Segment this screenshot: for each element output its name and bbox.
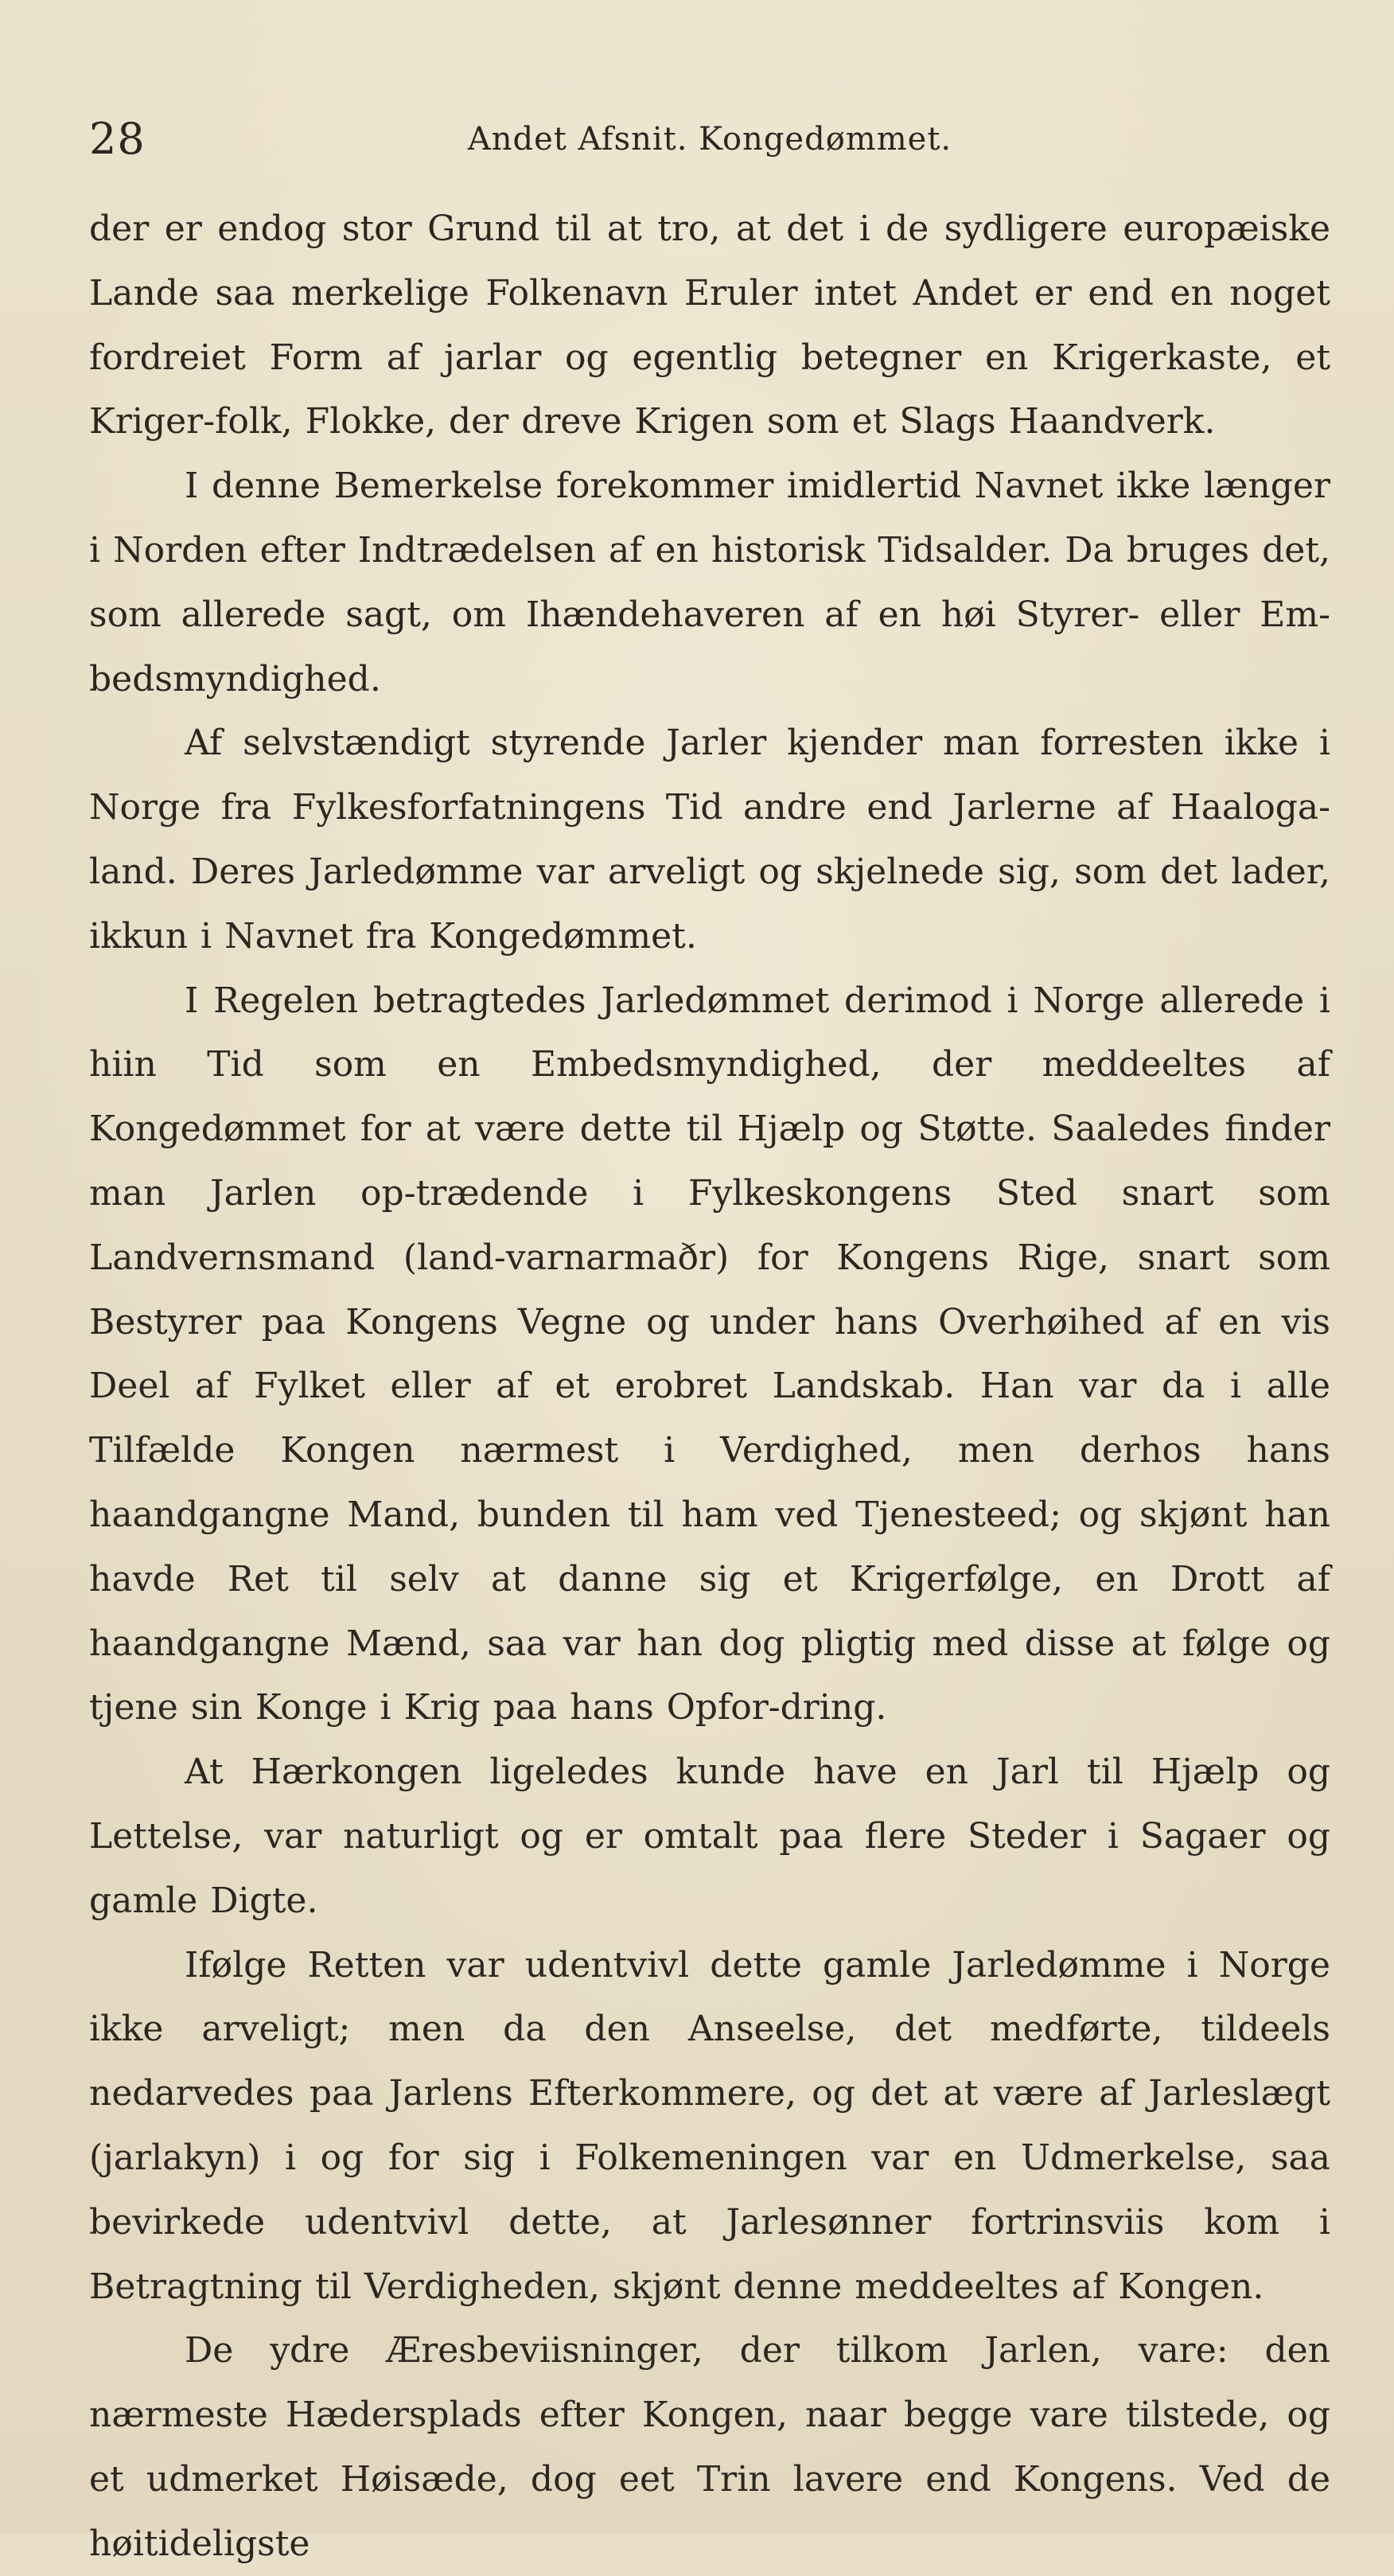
- paragraph: Af selvstændigt styrende Jarler kjender man forresten ikke i Norge fra Fylkesforfatningens Tid andre end Jarlerne af Haaloga-land. Deres Jarledømme var arveligt og skjelnede sig, som det lader, ikkun i Navnet fra Kongedømmet.: [89, 723, 1330, 957]
- running-head: Andet Afsnit. Kongedømmet.: [467, 121, 952, 158]
- paragraph: Ifølge Retten var udentvivl dette gamle Jarledømme i Norge ikke arveligt; men da den Anseelse, det medførte, tildeels nedarvedes paa Jarlens Efterkommere, og det at være af Jarleslægt (jarlakyn) i og for sig i Folkemeningen var en Udmerkelse, saa bevirkede udentvivl dette, at Jarlesønner fortrinsviis kom i Betragtning til Verdigheden, skjønt denne meddeeltes af Kongen.: [89, 1944, 1330, 2307]
- paragraph: At Hærkongen ligeledes kunde have en Jarl til Hjælp og Lettelse, var naturligt og er omtalt paa flere Steder i Sagaer og gamle Digte.: [89, 1752, 1330, 1921]
- paragraph: I Regelen betragtedes Jarledømmet derimod i Norge allerede i hiin Tid som en Embedsmyndighed, der meddeeltes af Kongedømmet for at være dette til Hjælp og Støtte. Saaledes finder man Jarlen op-trædende i Fylkeskongens Sted snart som Landvernsmand (land-varnarmaðr) for Kongens Rige, snart som Bestyrer paa Kongens Vegne og under hans Overhøihed af en vis Deel af Fylket eller af et erobret Landskab. Han var da i alle Tilfælde Kongen nærmest i Verdighed, men derhos hans haandgangne Mand, bunden til ham ved Tjenesteed; og skjønt han havde Ret til selv at danne sig et Krigerfølge, en Drott af haandgangne Mænd, saa var han dog pligtig med disse at følge og tjene sin Konge i Krig paa hans Opfor-dring.: [89, 980, 1330, 1728]
- paragraph: I denne Bemerkelse forekommer imidlertid Navnet ikke længer i Norden efter Indtrædelsen af en historisk Tidsalder. Da bruges det, som allerede sagt, om Ihændehaveren af en høi Styrer- eller Em-bedsmyndighed.: [89, 466, 1330, 700]
- body-text: [89, 197, 1330, 2576]
- paragraph: der er endog stor Grund til at tro, at det i de sydligere europæiske Lande saa merkelige Folkenavn Eruler intet Andet er end en noget fordreiet Form af jarlar og egentlig betegner en Krigerkaste, et Kriger-folk, Flokke, der dreve Krigen som et Slags Haandverk.: [89, 208, 1330, 442]
- paragraph: De ydre Æresbeviisninger, der tilkom Jarlen, vare: den nærmeste Hædersplads efter Kongen, naar begge vare tilstede, og et udmerket Høisæde, dog eet Trin lavere end Kongens. Ved de høitideligste: [89, 2330, 1330, 2564]
- page-number: 28: [89, 114, 146, 164]
- page-header: [89, 111, 1330, 167]
